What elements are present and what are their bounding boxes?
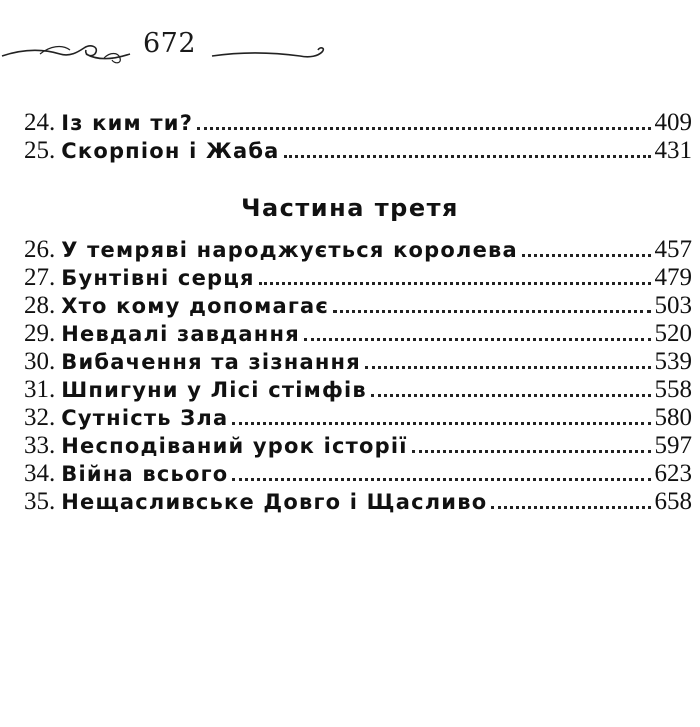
chapter-page: 431 (654, 137, 692, 164)
dot-leader (491, 505, 650, 509)
dot-leader (412, 449, 651, 453)
chapter-title: Війна всього (61, 462, 229, 486)
toc-entry[interactable] (24, 236, 692, 264)
chapter-number: 31. (24, 376, 56, 403)
dot-leader (232, 477, 650, 481)
right-flourish-icon (210, 38, 330, 68)
chapter-page: 580 (654, 404, 692, 431)
chapter-number: 32. (24, 404, 56, 431)
dot-leader (304, 337, 651, 341)
chapter-number: 35. (24, 488, 56, 515)
toc-entry[interactable] (24, 432, 692, 460)
chapter-number: 34. (24, 460, 56, 487)
toc-entry[interactable] (24, 292, 692, 320)
chapter-page: 457 (654, 236, 692, 263)
toc-entry[interactable] (24, 109, 692, 137)
chapter-number: 29. (24, 320, 56, 347)
chapter-title: Сутність Зла (61, 406, 229, 430)
toc-entry[interactable] (24, 488, 692, 516)
toc-entry[interactable] (24, 137, 692, 165)
chapter-title: Невдалі завдання (61, 322, 300, 346)
chapter-number: 33. (24, 432, 56, 459)
dot-leader (522, 253, 651, 257)
dot-leader (259, 281, 651, 285)
chapter-page: 539 (654, 348, 692, 375)
page-header (0, 26, 700, 76)
toc-entry[interactable] (24, 320, 692, 348)
chapter-title: Скорпіон і Жаба (61, 139, 280, 163)
chapter-title: У темряві народжується королева (61, 238, 518, 262)
chapter-page: 623 (654, 460, 692, 487)
dot-leader (333, 309, 650, 313)
chapter-title: Бунтівні серця (61, 266, 255, 290)
dot-leader (197, 126, 650, 130)
chapter-page: 658 (654, 488, 692, 515)
chapter-number: 25. (24, 137, 56, 164)
table-of-contents-part-three (24, 236, 692, 516)
chapter-page: 479 (654, 264, 692, 291)
table-of-contents-top (24, 109, 692, 165)
chapter-title: Вибачення та зізнання (61, 350, 361, 374)
chapter-page: 558 (654, 376, 692, 403)
chapter-title: Нещасливське Довго і Щасливо (61, 490, 488, 514)
dot-leader (284, 154, 651, 158)
chapter-title: Хто кому допомагає (61, 294, 330, 318)
toc-entry[interactable] (24, 376, 692, 404)
chapter-title: Несподіваний урок історії (61, 434, 408, 458)
left-flourish-icon (0, 38, 140, 68)
chapter-page: 409 (654, 109, 692, 136)
toc-entry[interactable] (24, 348, 692, 376)
chapter-title: Шпигуни у Лісі стімфів (61, 378, 367, 402)
chapter-number: 27. (24, 264, 56, 291)
toc-entry[interactable] (24, 264, 692, 292)
part-heading: Частина третя (241, 194, 459, 222)
chapter-number: 30. (24, 348, 56, 375)
chapter-page: 520 (654, 320, 692, 347)
page-number: 672 (143, 28, 197, 59)
chapter-page: 597 (654, 432, 692, 459)
chapter-number: 26. (24, 236, 56, 263)
toc-entry[interactable] (24, 404, 692, 432)
dot-leader (371, 393, 651, 397)
dot-leader (232, 421, 650, 425)
chapter-title: Із ким ти? (61, 111, 194, 135)
chapter-number: 24. (24, 109, 56, 136)
dot-leader (365, 365, 651, 369)
toc-entry[interactable] (24, 460, 692, 488)
chapter-number: 28. (24, 292, 56, 319)
chapter-page: 503 (654, 292, 692, 319)
